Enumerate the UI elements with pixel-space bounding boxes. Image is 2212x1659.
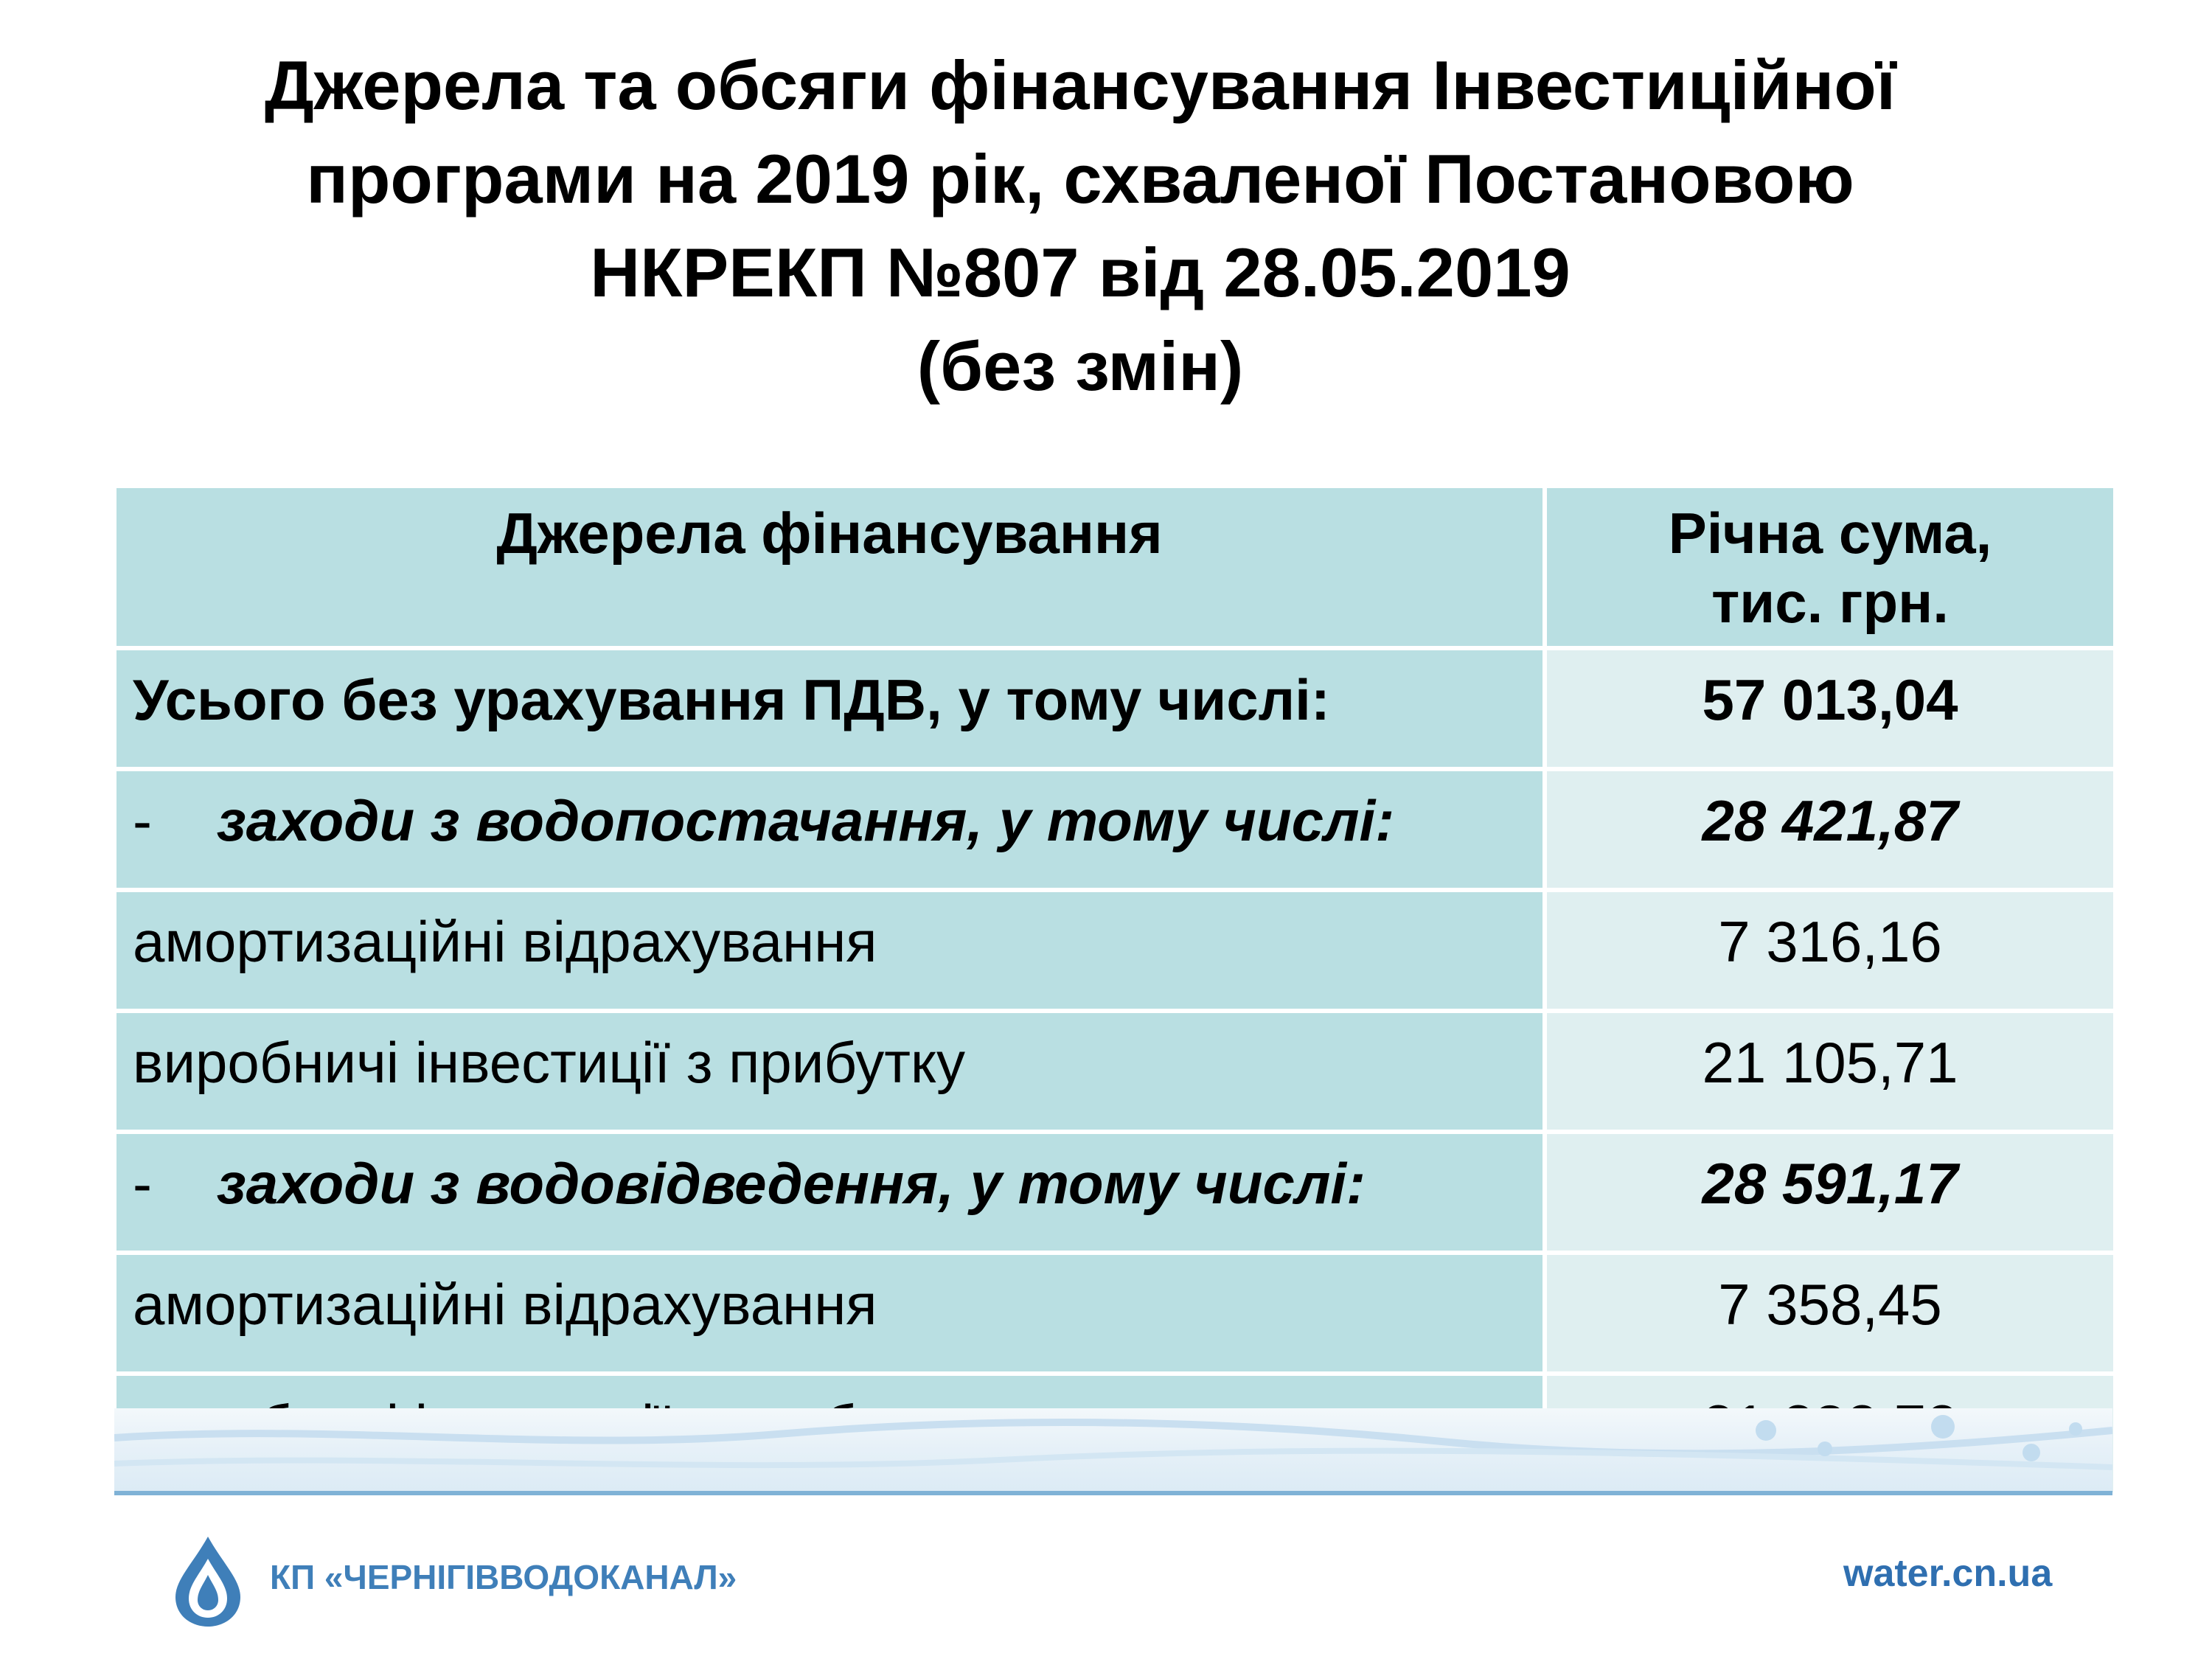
page-title: [0, 38, 2160, 413]
list-dash: -: [133, 788, 152, 853]
header-annual-sum-line2: тис. грн.: [1711, 570, 1949, 635]
financing-table: [112, 484, 2118, 1497]
title-line-3: НКРЕКП №807 від 28.05.2019: [590, 234, 1571, 311]
footer-divider: [114, 1491, 2112, 1495]
table-row: [114, 890, 2115, 1011]
row-label: амортизаційні відрахування: [114, 890, 1545, 1011]
row-value: 28 591,17: [1545, 1132, 2115, 1253]
row-label-cell: [114, 769, 1545, 890]
row-label: Усього без урахування ПДВ, у тому числі:: [114, 648, 1545, 769]
row-label-cell: [114, 1132, 1545, 1253]
row-label: заходи з водопостачання, у тому числі:: [217, 788, 1395, 853]
row-label: амортизаційні відрахування: [114, 1253, 1545, 1374]
table-header-row: [114, 486, 2115, 648]
title-line-2: програми на 2019 рік, схваленої Постановою: [306, 140, 1854, 218]
table-row: [114, 1011, 2115, 1132]
header-sources: Джерела фінансування: [114, 486, 1545, 648]
list-dash: -: [133, 1151, 152, 1216]
row-value: 7 316,16: [1545, 890, 2115, 1011]
water-drop-logo-icon: [171, 1534, 245, 1630]
water-splash-graphic: [114, 1408, 2112, 1491]
table-row-water-supply: [114, 769, 2115, 890]
title-line-4: (без змін): [917, 327, 1244, 405]
table-row: [114, 1253, 2115, 1374]
header-annual-sum-line1: Річна сума,: [1668, 501, 1992, 566]
row-value: 21 105,71: [1545, 1011, 2115, 1132]
row-label: виробничі інвестиції з прибутку: [114, 1011, 1545, 1132]
organization-name: КП «ЧЕРНІГІВВОДОКАНАЛ»: [270, 1558, 737, 1596]
row-value: 57 013,04: [1545, 648, 2115, 769]
table-row-total: [114, 648, 2115, 769]
row-value: 28 421,87: [1545, 769, 2115, 890]
row-value: 7 358,45: [1545, 1253, 2115, 1374]
title-line-1: Джерела та обсяги фінансування Інвестиційної: [264, 46, 1896, 124]
header-annual-sum: [1545, 486, 2115, 648]
website-link[interactable]: water.cn.ua: [1843, 1552, 2053, 1595]
water-splash-band: [114, 1408, 2112, 1491]
row-label: заходи з водовідведення, у тому числі:: [217, 1151, 1366, 1216]
table-row-sewerage: [114, 1132, 2115, 1253]
